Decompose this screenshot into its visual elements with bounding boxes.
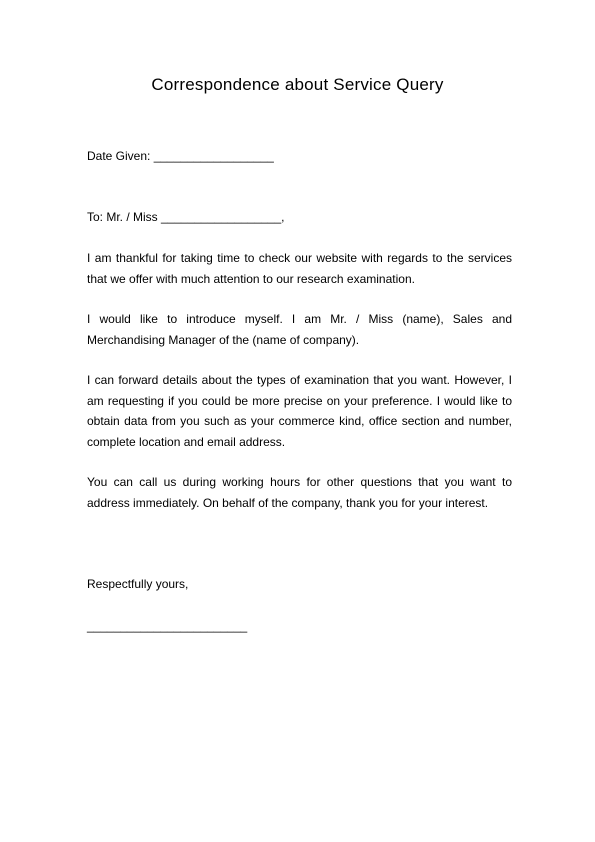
paragraph-request-details: I can forward details about the types of examination that you want. However, I am requesting if you could be more precise on your preference. I would like to obtain data from you such as your commerce kind, office section and number, complete location and email address. xyxy=(87,373,512,449)
signature-line: ________________________ xyxy=(87,619,248,633)
paragraph-introduction: I would like to introduce myself. I am Mr. / Miss (name), Sales and Merchandising Manager of the (name of company). xyxy=(87,312,512,347)
closing-salutation: Respectfully yours, xyxy=(87,577,189,591)
paragraph-thanks: I am thankful for taking time to check our website with regards to the services that we offer with much attention to our research examination. xyxy=(87,251,512,286)
document-title: Correspondence about Service Query xyxy=(151,75,444,94)
date-given-line: Date Given: __________________ xyxy=(87,149,274,163)
recipient-line: To: Mr. / Miss __________________, xyxy=(87,210,285,224)
paragraph-contact: You can call us during working hours for other questions that you want to address immediately. On behalf of the company, thank you for your interest. xyxy=(87,475,512,510)
